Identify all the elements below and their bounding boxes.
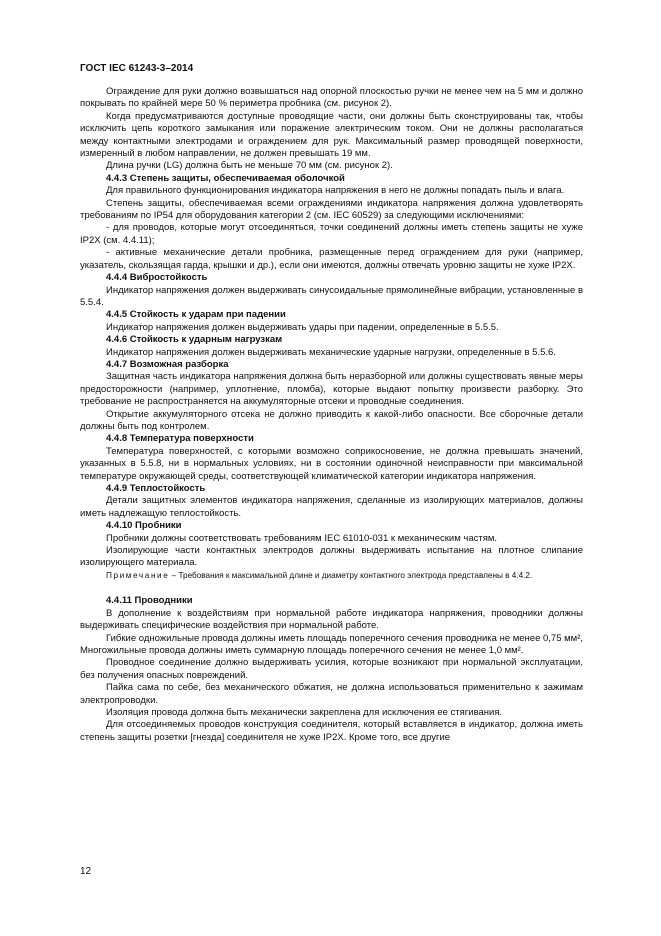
note-label: Примечание xyxy=(106,570,170,580)
body-paragraph: Гибкие одножильные провода должны иметь площадь поперечного сечения проводника не менее 0,75 мм², Многожильные провода должны иметь суммарную площадь поперечного сечения не менее 1,0 мм². xyxy=(80,632,584,656)
body-paragraph: Температура поверхностей, с которыми возможно соприкосновение, не должна превышать значений, указанных в 5.5.8, ни в нормальных условиях, ни в состоянии одиночной неисправности при максимальной температуре окружающей среды, соответствующей климатической категории индикатора напряжения. xyxy=(80,445,583,482)
body-paragraph: - для проводов, которые могут отсоединяться, точки соединений должны иметь степень защиты не хуже IP2X (см. 4.4.11); xyxy=(80,222,583,246)
note-paragraph xyxy=(80,570,583,582)
body-paragraph: Для отсоединяемых проводов конструкция соединителя, который вставляется в индикатор, должна иметь степень защиты розетки [гнезда] соединителя не хуже IP2X. Кроме того, все другие xyxy=(80,719,583,743)
page-number: 12 xyxy=(80,866,92,877)
section-heading: 4.4.9 Теплостойкость xyxy=(106,483,206,494)
body-paragraph: Ограждение для руки должно возвышаться над опорной плоскостью ручки не менее чем на 5 мм и должно покрывать по крайней мере 50 % периметра пробника (см. рисунок 2). xyxy=(80,86,583,110)
section-heading: 4.4.11 Проводники xyxy=(106,595,193,607)
body-paragraph: Длина ручки (LG) должна быть не меньше 70 мм (см. рисунок 2). xyxy=(106,160,393,172)
section-heading: 4.4.6 Стойкость к ударным нагрузкам xyxy=(106,334,283,346)
section-heading: 4.4.10 Пробники xyxy=(106,520,182,532)
section-heading: 4.4.8 Температура поверхности xyxy=(106,433,254,445)
spacer xyxy=(80,581,583,595)
body-paragraph: Индикатор напряжения должен выдерживать синусоидальные прямолинейные вибрации, установленные в 5.5.4. xyxy=(80,284,583,308)
body-paragraph: Пробники должны соответствовать требованиям IEC 61010-031 к механическим частям. xyxy=(106,532,498,544)
body-paragraph: Пайка сама по себе, без механического обжатия, не должна использоваться применительно к зажимам электропроводки. xyxy=(80,682,583,706)
section-heading: 4.4.3 Степень защиты, обеспечиваемая оболочкой xyxy=(106,172,345,184)
document-body xyxy=(80,86,583,744)
section-heading: 4.4.5 Стойкость к ударам при падении xyxy=(106,309,286,321)
body-paragraph: - активные механические детали пробника, размещенные перед ограждением для руки (например, указатель, скользящая гарда, крышки и др.), если они имеются, должны отвечать уровню защиты не хуже IP2X. xyxy=(80,247,583,271)
section-heading: 4.4.4 Вибростойкость xyxy=(106,272,208,284)
body-paragraph: Для правильного функционирования индикатора напряжения в него не должны попадать пыль и влага. xyxy=(106,185,565,197)
body-paragraph: Индикатор напряжения должен выдерживать удары при падении, определенные в 5.5.5. xyxy=(106,321,499,333)
body-paragraph: Индикатор напряжения должен выдерживать механические ударные нагрузки, определенные в 5.5.6. xyxy=(106,346,556,358)
body-paragraph: Изоляция провода должна быть механически закреплена для исключения ее стягивания. xyxy=(106,707,503,718)
body-paragraph: Степень защиты, обеспечиваемая всеми ограждениями индикатора напряжения должна удовлетворять требованиям по IP54 для оборудования категории 2 (см. IEC 60529) за следующими исключениями: xyxy=(80,197,583,222)
body-paragraph: В дополнение к воздействиям при нормальной работе индикатора напряжения, проводники должны выдерживать специфические воздействия при нормальной работе. xyxy=(80,607,583,632)
body-paragraph: Открытие аккумуляторного отсека не должно приводить к какой-либо опасности. Все сборочные детали должны быть под контролем. xyxy=(80,408,583,432)
body-paragraph: Проводное соединение должно выдерживать усилия, которые возникают при нормальной эксплуатации, без получения опасных повреждений. xyxy=(80,657,583,681)
section-heading: 4.4.7 Возможная разборка xyxy=(106,358,229,370)
body-paragraph: Защитная часть индикатора напряжения должна быть неразборной или должны существовать явные меры предосторожности (например, уплотнение, пломба), которые выдают попытку произвести разборку. Это требование не распространяется на аккумуляторные отсеки и проводные соединения. xyxy=(80,371,583,408)
body-paragraph: Когда предусматриваются доступные проводящие части, они должны быть сконструированы так, чтобы исключить цепь короткого замыкания или поражение электрическим током. Они не должны располагаться между контактными электродами и ограждением для рук. Максимальный размер проводящей поверхности, измеренный в любом направлении, не должен превышать 19 мм. xyxy=(80,110,583,160)
body-paragraph: Изолирующие части контактных электродов должны выдерживать испытание на плотное слипание изолирующего материала. xyxy=(80,545,583,569)
body-paragraph: Детали защитных элементов индикатора напряжения, сделанные из изолирующих материалов, должны иметь надлежащую теплостойкость. xyxy=(80,495,583,519)
standard-header: ГОСТ IEC 61243-3–2014 xyxy=(80,63,194,74)
note-text: – Требования к максимальной длине и диаметру контактного электрода представлены в 4.4.2. xyxy=(169,570,533,580)
